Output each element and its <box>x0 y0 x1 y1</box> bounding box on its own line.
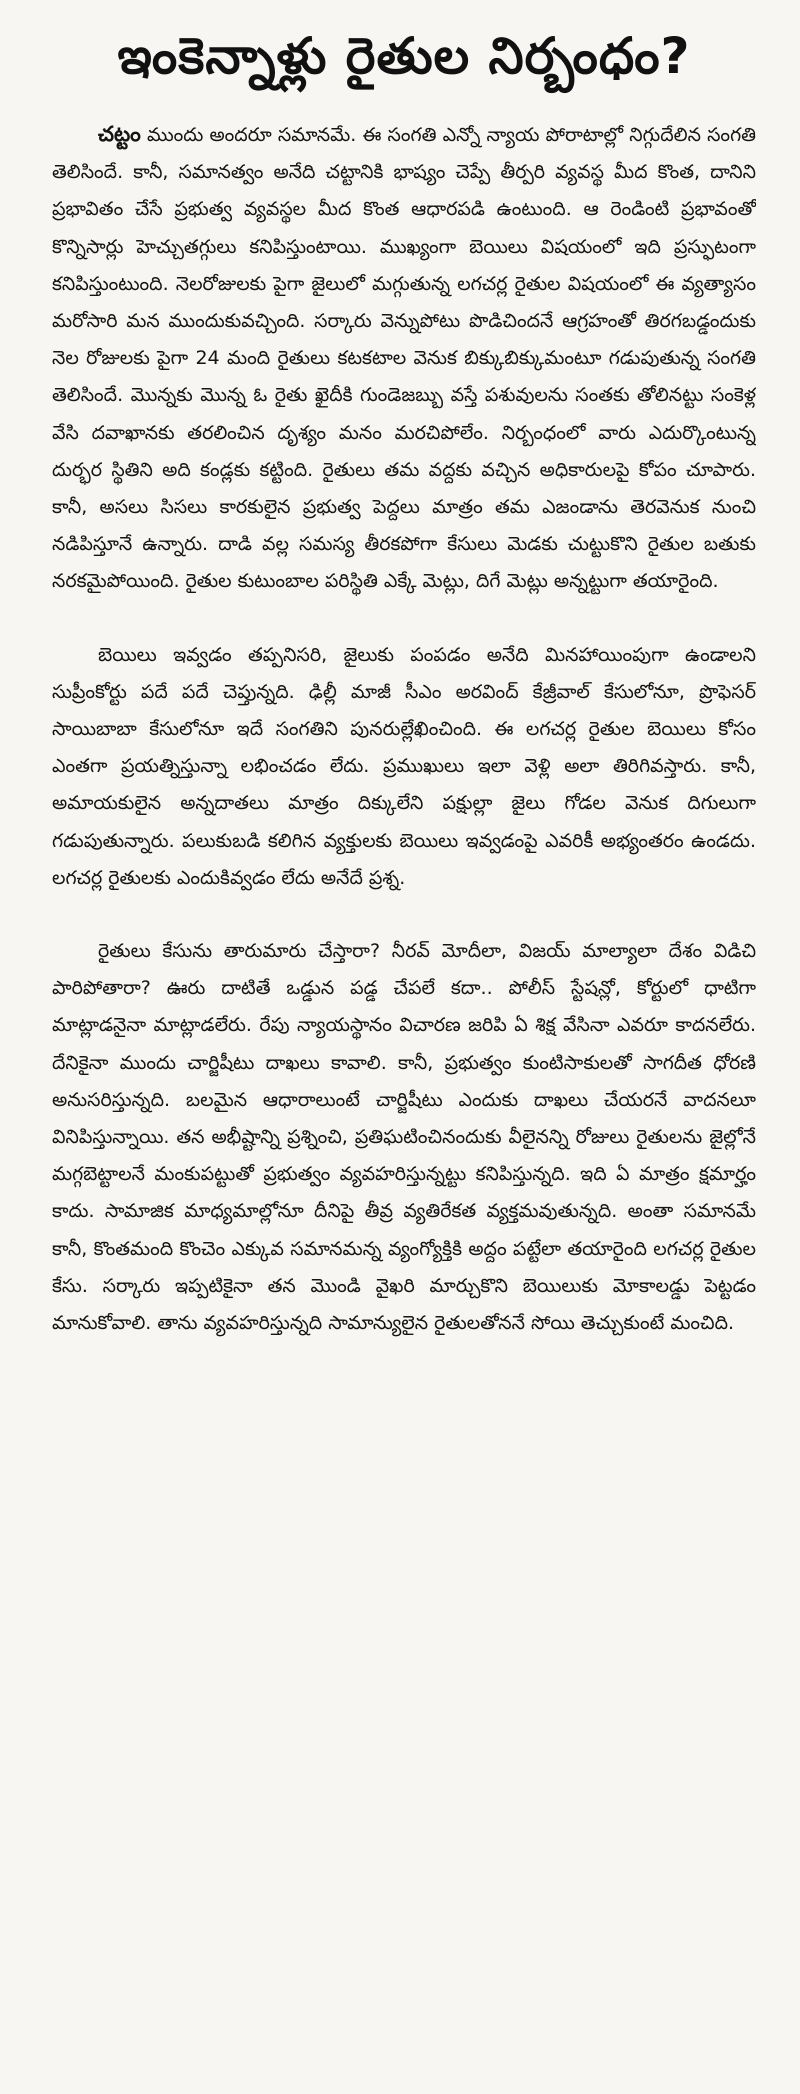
editorial-article <box>52 26 756 2086</box>
headline: ఇంకెన్నాళ్లు రైతుల నిర్బంధం? <box>117 27 691 85</box>
paragraph-2-text: బెయిలు ఇవ్వడం తప్పనిసరి, జైలుకు పంపడం అనేది మినహాయింపుగా ఉండాలని సుప్రీంకోర్టు పదే పదే చెప్తున్నది. ఢిల్లీ మాజీ సీఎం అరవింద్ కేజ్రీవాల్ కేసులోనూ, ప్రొఫెసర్ సాయిబాబా కేసులోనూ ఇదే సంగతిని పునరుల్లేఖించింది. ఈ లగచర్ల రైతుల బెయిలు కోసం ఎంతగా ప్రయత్నిస్తున్నా లభించడం లేదు. ప్రముఖులు ఇలా వెళ్లి అలా తిరిగివస్తారు. కానీ, అమాయకులైన అన్నదాతలు మాత్రం దిక్కులేని పక్షుల్లా జైలు గోడల వెనుక దిగులుగా గడుపుతున్నారు. పలుకుబడి కలిగిన వ్యక్తులకు బెయిలు ఇవ్వడంపై ఎవరికీ అభ్యంతరం ఉండదు. లగచర్ల రైతులకు ఎందుకివ్వడం లేదు అనేదే ప్రశ్న. <box>52 643 756 889</box>
lead-word: చట్టం <box>98 122 141 146</box>
paragraph-3-text: రైతులు కేసును తారుమారు చేస్తారా? నీరవ్ మోదీలా, విజయ్ మాల్యాలా దేశం విడిచి పారిపోతారా? ఊరు దాటితే ఒడ్డున పడ్డ చేపలే కదా.. పోలీస్ స్టేషన్లో, కోర్టులో ధాటిగా మాట్లాడనైనా మాట్లాడలేరు. రేపు న్యాయస్థానం విచారణ జరిపి ఏ శిక్ష వేసినా ఎవరూ కాదనలేరు. దేనికైనా ముందు చార్జిషీటు దాఖలు కావాలి. కానీ, ప్రభుత్వం కుంటిసాకులతో సాగదీత ధోరణి అనుసరిస్తున్నది. బలమైన ఆధారాలుంటే చార్జిషీటు ఎందుకు దాఖలు చేయరనే వాదనలూ వినిపిస్తున్నాయి. తన అభీష్టాన్ని ప్రశ్నించి, ప్రతిఘటించినందుకు వీలైనన్ని రోజులు రైతులను జైల్లోనే మగ్గబెట్టాలనే మంకుపట్టుతో ప్రభుత్వం వ్యవహరిస్తున్నట్టు కనిపిస్తున్నది. ఇది ఏ మాత్రం క్షమార్హం కాదు. సామాజిక మాధ్యమాల్లోనూ దీనిపై తీవ్ర వ్యతిరేకత వ్యక్తమవుతున్నది. అంతా సమానమే కానీ, కొంతమంది కొంచెం ఎక్కువ సమానమన్న వ్యంగ్యోక్తికి అద్దం పట్టేలా తయారైంది లగచర్ల రైతుల కేసు. సర్కారు ఇప్పటికైనా తన మొండి వైఖరి మార్చుకొని బెయిలుకు మోకాలడ్డు పెట్టడం మానుకోవాలి. తాను వ్యవహరిస్తున్నది సామాన్యులైన రైతులతోననే సోయి తెచ్చుకుంటే మంచిది. <box>52 940 756 1335</box>
paragraph-2 <box>52 637 756 897</box>
paragraph-3 <box>52 933 756 1342</box>
paragraph-1 <box>52 116 756 601</box>
paragraph-1-text: ముందు అందరూ సమానమే. ఈ సంగతి ఎన్నో న్యాయ పోరాటాల్లో నిగ్గుదేలిన సంగతి తెలిసిందే. కానీ, సమానత్వం అనేది చట్టానికి భాష్యం చెప్పే తీర్పరి వ్యవస్థ మీద కొంత, దానిని ప్రభావితం చేసే ప్రభుత్వ వ్యవస్థల మీద కొంత ఆధారపడి ఉంటుంది. ఆ రెండింటి ప్రభావంతో కొన్నిసార్లు హెచ్చుతగ్గులు కనిపిస్తుంటాయి. ముఖ్యంగా బెయిలు విషయంలో ఇది ప్రస్ఫుటంగా కనిపిస్తుంటుంది. నెలరోజులకు పైగా జైలులో మగ్గుతున్న లగచర్ల రైతుల విషయంలో ఈ వ్యత్యాసం మరోసారి మన ముందుకువచ్చింది. సర్కారు వెన్నుపోటు పొడిచిందనే ఆగ్రహంతో తిరగబడ్డందుకు నెల రోజులకు పైగా 24 మంది రైతులు కటకటాల వెనుక బిక్కుబిక్కుమంటూ గడుపుతున్న సంగతి తెలిసిందే. మొన్నకు మొన్న ఓ రైతు ఖైదీకి గుండెజబ్బు వస్తే పశువులను సంతకు తోలినట్టు సంకెళ్ల వేసి దవాఖానకు తరలించిన దృశ్యం మనం మరచిపోలేం. నిర్బంధంలో వారు ఎదుర్కొంటున్న దుర్భర స్థితిని అది కండ్లకు కట్టింది. రైతులు తమ వద్దకు వచ్చిన అధికారులపై కోపం చూపారు. కానీ, అసలు సిసలు కారకులైన ప్రభుత్వ పెద్దలు మాత్రం తమ ఎజండాను తెరవెనుక నుంచి నడిపిస్తూనే ఉన్నారు. దాడి వల్ల సమస్య తీరకపోగా కేసులు మెడకు చుట్టుకొని రైతుల బతుకు నరకమైపోయింది. రైతుల కుటుంబాల పరిస్థితి ఎక్కే మెట్లు, దిగే మెట్లు అన్నట్టుగా తయారైంది. <box>52 124 756 593</box>
